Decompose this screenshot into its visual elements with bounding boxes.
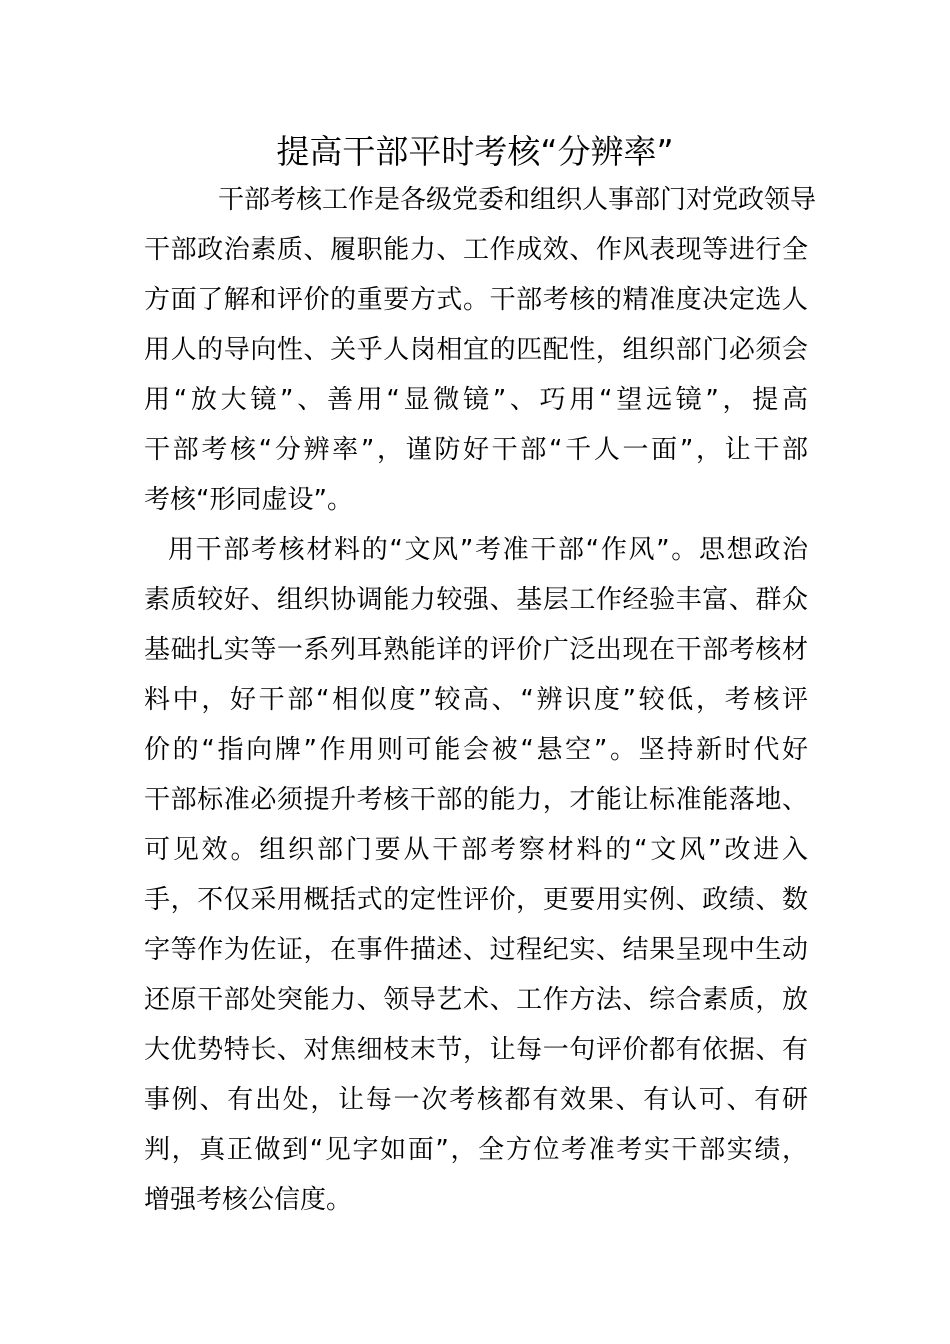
paragraph-line: 事例、有出处，让每一次考核都有效果、有认可、有研 xyxy=(144,1085,808,1115)
paragraph-line: 增强考核公信度。 xyxy=(144,1185,353,1215)
paragraph-line: 料中，好干部“相似度”较高、“辨识度”较低，考核评 xyxy=(144,685,808,715)
paragraph-line: 考核“形同虚设”。 xyxy=(144,485,353,515)
paragraph-line: 干部考核工作是各级党委和组织人事部门对党政领导 xyxy=(218,185,817,215)
paragraph-line: 手，不仅采用概括式的定性评价，更要用实例、政绩、数 xyxy=(144,885,808,915)
paragraph-line: 基础扎实等一系列耳熟能详的评价广泛出现在干部考核材 xyxy=(144,635,808,665)
paragraph-line: 判，真正做到“见字如面”，全方位考准考实干部实绩， xyxy=(144,1135,808,1165)
paragraph-line: 方面了解和评价的重要方式。干部考核的精准度决定选人 xyxy=(144,285,808,315)
paragraph-line: 用人的导向性、关乎人岗相宜的匹配性，组织部门必须会 xyxy=(144,335,808,365)
paragraph-line: 大优势特长、对焦细枝末节，让每一句评价都有依据、有 xyxy=(144,1035,808,1065)
paragraph-line: 用干部考核材料的“文风”考准干部“作风”。思想政治 xyxy=(168,535,808,565)
paragraph-line: 素质较好、组织协调能力较强、基层工作经验丰富、群众 xyxy=(144,585,808,615)
paragraph-line: 可见效。组织部门要从干部考察材料的“文风”改进入 xyxy=(144,835,808,865)
document-title: 提高干部平时考核“分辨率” xyxy=(276,132,674,171)
paragraph-line: 干部标准必须提升考核干部的能力，才能让标准能落地、 xyxy=(144,785,808,815)
paragraph-line: 干部政治素质、履职能力、工作成效、作风表现等进行全 xyxy=(144,235,808,265)
paragraph-line: 干部考核“分辨率”，谨防好干部“千人一面”，让干部 xyxy=(144,435,808,465)
paragraph-line: 价的“指向牌”作用则可能会被“悬空”。坚持新时代好 xyxy=(144,735,808,765)
paragraph-line: 用“放大镜”、善用“显微镜”、巧用“望远镜”，提高 xyxy=(144,385,808,415)
paragraph-line: 字等作为佐证，在事件描述、过程纪实、结果呈现中生动 xyxy=(144,935,808,965)
paragraph-line: 还原干部处突能力、领导艺术、工作方法、综合素质，放 xyxy=(144,985,808,1015)
